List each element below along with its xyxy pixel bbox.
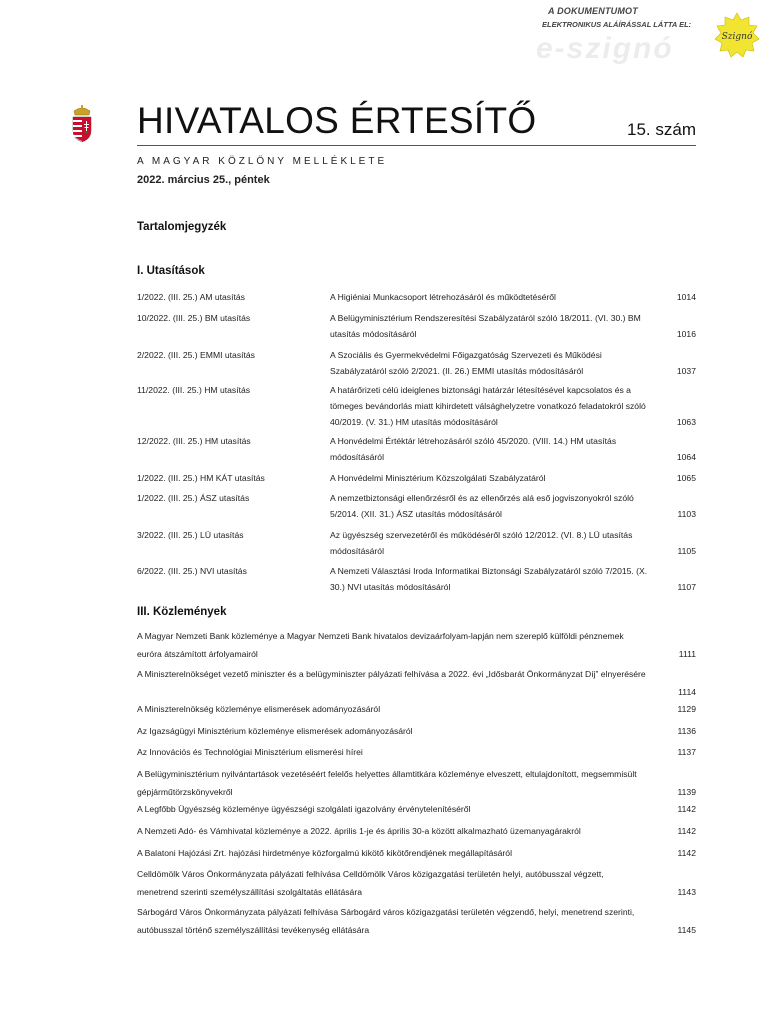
page-number: 1105 (677, 546, 696, 556)
publication-title: HIVATALOS ÉRTESÍTŐ (137, 100, 537, 141)
page-number: 1107 (677, 582, 696, 592)
page-number: 1103 (677, 509, 696, 519)
page-number: 1145 (677, 925, 696, 935)
instruction-code: 3/2022. (III. 25.) LÜ utasítás (137, 530, 244, 540)
instruction-code: 11/2022. (III. 25.) HM utasítás (137, 385, 251, 395)
instruction-code: 10/2022. (III. 25.) BM utasítás (137, 313, 251, 323)
page-number: 1142 (677, 848, 696, 858)
announcement-title: Sárbogárd Város Önkormányzata pályázati felhívása Sárbogárd város közigazgatási területén végzendő, helyi, menetrend szerinti, autóbusszal történő személyszállítási tevékenység ellátására (137, 907, 635, 935)
instruction-title: A határőrizeti célú ideiglenes biztonsági határzár létesítésével kapcsolatos és a tömeges bevándorlás miatt kihirdetett válsághelyzetre vonatkozó feladatokról szóló 40/2019. (V. 31.) HM utasítás módosításáról (330, 385, 646, 427)
instruction-code: 2/2022. (III. 25.) EMMI utasítás (137, 350, 255, 360)
announcement-title: A Miniszterelnökséget vezető miniszter és a belügyminiszter pályázati felhívása a 2022. évi „Idősbarát Önkormányzat Díj” elnyerésére (137, 669, 646, 679)
page-number: 1016 (676, 329, 696, 339)
page-number: 1065 (676, 473, 696, 483)
announcement-title: A Legfőbb Ügyészség közleménye ügyészségi szolgálati igazolvány érvénytelenítéséről (137, 804, 471, 814)
seal-text: Szignó (721, 32, 753, 42)
instruction-code: 1/2022. (III. 25.) ÁSZ utasítás (137, 493, 250, 503)
instruction-title: A nemzetbiztonsági ellenőrzésről és az ellenőrzés alá eső jogviszonyokról szóló 5/2014. (XII. 31.) ÁSZ utasítás módosításáról (330, 493, 634, 519)
page-number: 1064 (676, 452, 696, 462)
instruction-title: A Honvédelmi Minisztérium Közszolgálati Szabályzatáról (330, 473, 546, 483)
page-number: 1136 (677, 726, 696, 736)
announcement-title: A Miniszterelnökség közleménye elismerések adományozásáról (137, 704, 381, 714)
header-divider (137, 145, 696, 146)
issue-number: 15. szám (627, 120, 696, 139)
page-number: 1114 (678, 687, 696, 697)
instruction-code: 1/2022. (III. 25.) HM KÁT utasítás (137, 473, 265, 483)
page-number: 1063 (676, 417, 696, 427)
page-number: 1139 (677, 787, 696, 797)
instruction-title: A Nemzeti Választási Iroda Informatikai Biztonsági Szabályzatáról szóló 7/2015. (X. 30.) NVI utasítás módosításáról (330, 566, 648, 592)
announcement-title: A Belügyminisztérium nyilvántartások vezetéséért felelős helyettes államtitkára közleménye elveszett, eltulajdonított, megsemmisült gépjárműtörzskönyvekről (137, 769, 637, 797)
announcement-title: Az Igazságügyi Minisztérium közleménye elismerések adományozásáról (137, 726, 413, 736)
instruction-title: A Belügyminisztérium Rendszeresítési Szabályzatáról szóló 18/2011. (VI. 30.) BM utasítás módosításáról (330, 313, 641, 339)
announcement-title: A Nemzeti Adó- és Vámhivatal közleménye a 2022. április 1-je és április 30-a között alkalmazható üzemanyagárakról (137, 826, 581, 836)
instruction-title: A Szociális és Gyermekvédelmi Főigazgatóság Szervezeti és Működési Szabályzatáról szóló 2/2021. (II. 26.) EMMI utasítás módosításáról (330, 350, 602, 376)
page-number: 1037 (676, 366, 696, 376)
page-number: 1143 (677, 887, 696, 897)
section-heading-announcements: III. Közlemények (137, 606, 227, 618)
instruction-code: 1/2022. (III. 25.) AM utasítás (137, 292, 245, 302)
announcement-title: Celldömölk Város Önkormányzata pályázati felhívása Celldömölk Város közigazgatási területén helyi, autóbusszal végzett, menetrend szerinti személyszállítási szolgáltatás ellátására (137, 869, 604, 897)
e-signature-stamp (536, 2, 762, 64)
seal-icon (714, 12, 760, 58)
section-heading-instructions: I. Utasítások (137, 265, 205, 277)
stamp-watermark: e-szignó (536, 32, 674, 65)
page-number: 1111 (678, 649, 696, 659)
instruction-title: A Honvédelmi Értéktár létrehozásáról szóló 45/2020. (VIII. 14.) HM utasítás módosításáról (330, 436, 617, 462)
stamp-line-1: A DOKUMENTUMOT (548, 6, 638, 16)
stamp-line-2: ELEKTRONIKUS ALÁÍRÁSSAL LÁTTA EL: (542, 20, 692, 29)
announcement-title: Az Innovációs és Technológiai Minisztérium elismerési hírei (137, 747, 363, 757)
hungarian-coat-of-arms-icon (70, 105, 94, 143)
page-number: 1142 (677, 826, 696, 836)
announcement-title: A Magyar Nemzeti Bank közleménye a Magyar Nemzeti Bank hivatalos devizaárfolyam-lapján nem szereplő külföldi pénznemek euróra átszámított árfolyamairól (137, 631, 624, 659)
page-number: 1137 (677, 747, 696, 757)
page-number: 1014 (676, 292, 696, 302)
page-number: 1129 (677, 704, 696, 714)
instruction-title: Az ügyészség szervezetéről és működéséről szóló 12/2012. (VI. 8.) LÜ utasítás módosításáról (330, 530, 633, 556)
publication-date: 2022. március 25., péntek (137, 174, 270, 186)
page-number: 1142 (677, 804, 696, 814)
publication-subtitle: A MAGYAR KÖZLÖNY MELLÉKLETE (137, 156, 388, 167)
instruction-code: 12/2022. (III. 25.) HM utasítás (137, 436, 251, 446)
instruction-code: 6/2022. (III. 25.) NVI utasítás (137, 566, 247, 576)
instruction-title: A Higiéniai Munkacsoport létrehozásáról és működtetéséről (330, 292, 556, 302)
toc-heading: Tartalomjegyzék (137, 221, 227, 233)
announcement-title: A Balatoni Hajózási Zrt. hajózási hirdetménye közforgalmú kikötő kikötőrendjének megállapításáról (137, 848, 512, 858)
